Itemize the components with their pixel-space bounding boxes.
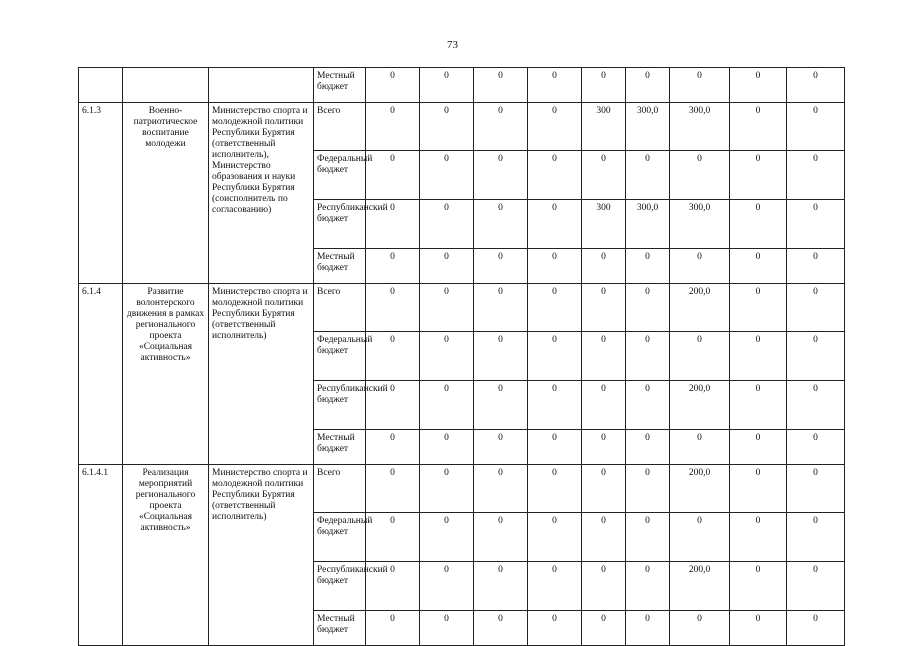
value-cell: 0 [626, 332, 670, 381]
value-cell: 0 [474, 562, 528, 611]
executor-cell-empty [209, 68, 314, 103]
value-cell: 0 [366, 381, 420, 430]
value-cell: 0 [582, 332, 626, 381]
value-cell: 0 [626, 513, 670, 562]
value-cell: 0 [420, 611, 474, 646]
value-cell: 0 [626, 249, 670, 284]
value-cell: 0 [528, 332, 582, 381]
value-cell: 0 [474, 332, 528, 381]
table-row [79, 284, 845, 332]
value-cell: 200,0 [670, 562, 730, 611]
value-cell: 300 [582, 103, 626, 151]
value-cell: 0 [582, 249, 626, 284]
value-cell: 300,0 [670, 200, 730, 249]
executor-cell: Министерство спорта и молодежной политики Республики Бурятия (ответственный исполнитель) [209, 284, 314, 465]
value-cell: 200,0 [670, 284, 730, 332]
value-cell: 0 [787, 465, 845, 513]
value-cell: 0 [626, 284, 670, 332]
value-cell: 0 [420, 200, 474, 249]
value-cell: 0 [582, 284, 626, 332]
value-cell: 0 [626, 68, 670, 103]
value-cell: 0 [420, 465, 474, 513]
value-cell: 0 [528, 381, 582, 430]
value-cell: 0 [420, 332, 474, 381]
value-cell: 300 [582, 200, 626, 249]
funding-source-cell: Федеральный бюджет [314, 151, 366, 200]
value-cell: 0 [528, 465, 582, 513]
value-cell: 0 [787, 68, 845, 103]
value-cell: 0 [582, 513, 626, 562]
table-row [79, 68, 845, 103]
value-cell: 0 [730, 430, 787, 465]
value-cell: 0 [528, 611, 582, 646]
name-cell: Развитие волонтерского движения в рамках регионального проекта «Социальная активность» [123, 284, 209, 465]
value-cell: 0 [626, 465, 670, 513]
funding-source-cell: Местный бюджет [314, 430, 366, 465]
value-cell: 0 [420, 68, 474, 103]
table-row [79, 465, 845, 513]
value-cell: 300,0 [626, 103, 670, 151]
value-cell: 0 [670, 332, 730, 381]
value-cell: 0 [582, 151, 626, 200]
value-cell: 0 [787, 381, 845, 430]
name-cell: Реализация мероприятий регионального проекта «Социальная активность» [123, 465, 209, 646]
funding-source-cell: Местный бюджет [314, 611, 366, 646]
name-cell: Военно-патриотическое воспитание молодежи [123, 103, 209, 284]
value-cell: 0 [366, 151, 420, 200]
value-cell: 0 [366, 68, 420, 103]
code-cell: 6.1.4 [79, 284, 123, 465]
funding-source-cell: Местный бюджет [314, 68, 366, 103]
value-cell: 0 [528, 562, 582, 611]
value-cell: 0 [670, 611, 730, 646]
value-cell: 0 [730, 68, 787, 103]
value-cell: 0 [730, 332, 787, 381]
code-cell-empty [79, 68, 123, 103]
value-cell: 0 [474, 68, 528, 103]
value-cell: 0 [730, 103, 787, 151]
value-cell: 0 [787, 562, 845, 611]
value-cell: 0 [528, 284, 582, 332]
value-cell: 0 [366, 200, 420, 249]
value-cell: 0 [730, 200, 787, 249]
value-cell: 0 [730, 611, 787, 646]
value-cell: 0 [474, 284, 528, 332]
value-cell: 0 [528, 103, 582, 151]
value-cell: 0 [787, 103, 845, 151]
value-cell: 0 [528, 430, 582, 465]
value-cell: 0 [366, 332, 420, 381]
value-cell: 0 [670, 68, 730, 103]
value-cell: 0 [626, 611, 670, 646]
value-cell: 0 [787, 611, 845, 646]
value-cell: 0 [528, 68, 582, 103]
value-cell: 0 [582, 381, 626, 430]
code-cell: 6.1.4.1 [79, 465, 123, 646]
value-cell: 0 [366, 284, 420, 332]
table-row [79, 103, 845, 151]
funding-source-cell: Республиканский бюджет [314, 562, 366, 611]
value-cell: 0 [366, 513, 420, 562]
value-cell: 0 [582, 430, 626, 465]
value-cell: 0 [420, 381, 474, 430]
funding-source-cell: Федеральный бюджет [314, 513, 366, 562]
value-cell: 0 [474, 151, 528, 200]
value-cell: 0 [420, 249, 474, 284]
value-cell: 0 [474, 103, 528, 151]
value-cell: 0 [528, 200, 582, 249]
value-cell: 0 [787, 200, 845, 249]
code-cell: 6.1.3 [79, 103, 123, 284]
value-cell: 0 [420, 103, 474, 151]
funding-source-cell: Республиканский бюджет [314, 200, 366, 249]
value-cell: 0 [626, 562, 670, 611]
funding-source-cell: Местный бюджет [314, 249, 366, 284]
value-cell: 0 [420, 562, 474, 611]
value-cell: 300,0 [670, 103, 730, 151]
value-cell: 0 [730, 381, 787, 430]
value-cell: 200,0 [670, 381, 730, 430]
value-cell: 0 [582, 68, 626, 103]
page-number: 73 [447, 39, 458, 51]
value-cell: 0 [474, 611, 528, 646]
value-cell: 0 [626, 151, 670, 200]
value-cell: 300,0 [626, 200, 670, 249]
value-cell: 200,0 [670, 465, 730, 513]
value-cell: 0 [730, 151, 787, 200]
value-cell: 0 [670, 513, 730, 562]
name-cell-empty [123, 68, 209, 103]
value-cell: 0 [528, 151, 582, 200]
value-cell: 0 [626, 381, 670, 430]
funding-source-cell: Всего [314, 465, 366, 513]
value-cell: 0 [787, 513, 845, 562]
funding-source-cell: Федеральный бюджет [314, 332, 366, 381]
value-cell: 0 [528, 249, 582, 284]
budget-table [78, 67, 845, 646]
value-cell: 0 [730, 284, 787, 332]
value-cell: 0 [474, 249, 528, 284]
value-cell: 0 [528, 513, 582, 562]
value-cell: 0 [474, 465, 528, 513]
value-cell: 0 [420, 151, 474, 200]
value-cell: 0 [582, 465, 626, 513]
value-cell: 0 [420, 513, 474, 562]
value-cell: 0 [366, 103, 420, 151]
value-cell: 0 [366, 562, 420, 611]
value-cell: 0 [366, 249, 420, 284]
value-cell: 0 [730, 562, 787, 611]
value-cell: 0 [474, 200, 528, 249]
value-cell: 0 [474, 430, 528, 465]
funding-source-cell: Республиканский бюджет [314, 381, 366, 430]
value-cell: 0 [420, 430, 474, 465]
value-cell: 0 [730, 513, 787, 562]
value-cell: 0 [366, 611, 420, 646]
value-cell: 0 [420, 284, 474, 332]
value-cell: 0 [670, 151, 730, 200]
value-cell: 0 [787, 332, 845, 381]
executor-cell: Министерство спорта и молодежной политики Республики Бурятия (ответственный исполнитель) [209, 465, 314, 646]
value-cell: 0 [730, 249, 787, 284]
value-cell: 0 [787, 151, 845, 200]
value-cell: 0 [582, 611, 626, 646]
value-cell: 0 [730, 465, 787, 513]
value-cell: 0 [670, 430, 730, 465]
value-cell: 0 [670, 249, 730, 284]
value-cell: 0 [787, 284, 845, 332]
value-cell: 0 [474, 381, 528, 430]
value-cell: 0 [787, 249, 845, 284]
executor-cell: Министерство спорта и молодежной политики Республики Бурятия (ответственный исполнитель), Министерство образования и науки Республики Бурятия (соисполнитель по согласованию) [209, 103, 314, 284]
funding-source-cell: Всего [314, 103, 366, 151]
value-cell: 0 [787, 430, 845, 465]
value-cell: 0 [366, 465, 420, 513]
value-cell: 0 [626, 430, 670, 465]
value-cell: 0 [582, 562, 626, 611]
funding-source-cell: Всего [314, 284, 366, 332]
table-body [79, 68, 845, 646]
value-cell: 0 [474, 513, 528, 562]
value-cell: 0 [366, 430, 420, 465]
